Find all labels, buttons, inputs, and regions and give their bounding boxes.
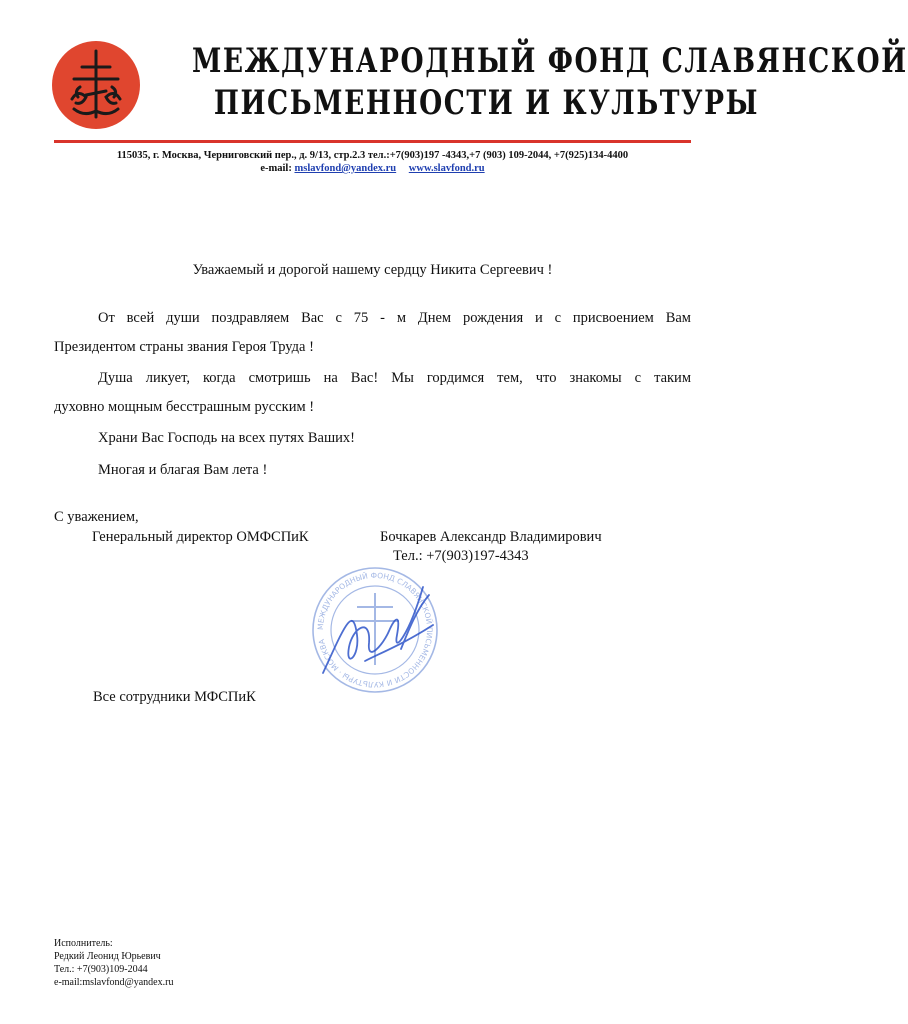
- letter-body: [54, 309, 691, 480]
- signer-phone: Тел.: +7(903)197-4343: [393, 548, 529, 564]
- online-contacts: [54, 162, 691, 175]
- executor-block: [54, 937, 173, 989]
- email-label: e-mail:: [260, 163, 292, 174]
- organization-title: [192, 40, 908, 124]
- paragraph-1-line-1: От всей души поздравляем Вас с 75 - м Днем рождения и с присвоением Вам: [98, 310, 691, 326]
- paragraph-congratulation: [54, 309, 691, 357]
- title-line-1: МЕЖДУНАРОДНЫЙ ФОНД СЛАВЯНСКОЙ: [192, 41, 908, 81]
- executor-name: Редкий Леонид Юрьевич: [54, 951, 161, 962]
- paragraph-1-line-2: Президентом страны звания Героя Труда !: [54, 338, 314, 355]
- title-line-2: ПИСЬМЕННОСТИ И КУЛЬТУРЫ: [213, 83, 760, 123]
- executor-label: Исполнитель:: [54, 938, 113, 949]
- paragraph-blessing: Храни Вас Господь на всех путях Ваших!: [98, 430, 355, 447]
- signer-position: Генеральный директор ОМФСПиК: [92, 529, 309, 545]
- executor-phone: Тел.: +7(903)109-2044: [54, 964, 148, 975]
- foundation-logo: [52, 41, 140, 129]
- email-link[interactable]: mslavfond@yandex.ru: [294, 163, 397, 174]
- paragraph-pride: [54, 369, 691, 417]
- executor-email: e-mail:mslavfond@yandex.ru: [54, 977, 174, 988]
- paragraph-2-line-2: духовно мощным бесстрашным русским !: [54, 398, 315, 415]
- contact-block: [54, 149, 691, 175]
- seal-stamp: [305, 565, 445, 695]
- signer-name: Бочкарев Александр Владимирович: [380, 529, 602, 545]
- postal-address: 115035, г. Москва, Черниговский пер., д. 9/13, стр.2.3 тел.:+7(903)197 -4343,+7 (903) 109-2044, +7(925)134-4400: [116, 150, 629, 161]
- paragraph-wishes: Многая и благая Вам лета !: [98, 461, 268, 478]
- greeting-line: Уважаемый и дорогой нашему сердцу Никита Сергеевич !: [192, 262, 553, 278]
- header-divider: [54, 140, 691, 143]
- closing-line: С уважением,: [54, 509, 139, 525]
- stamp-ring-text: МЕЖДУНАРОДНЫЙ ФОНД СЛАВЯНСКОЙ ПИСЬМЕННОСТИ И КУЛЬТУРЫ · МОСКВА: [315, 570, 435, 690]
- staff-signoff: Все сотрудники МФСПиК: [93, 689, 256, 705]
- paragraph-2-line-1: Душа ликует, когда смотришь на Вас! Мы гордимся тем, что знакомы с таким: [98, 370, 691, 387]
- website-link[interactable]: www.slavfond.ru: [408, 163, 485, 174]
